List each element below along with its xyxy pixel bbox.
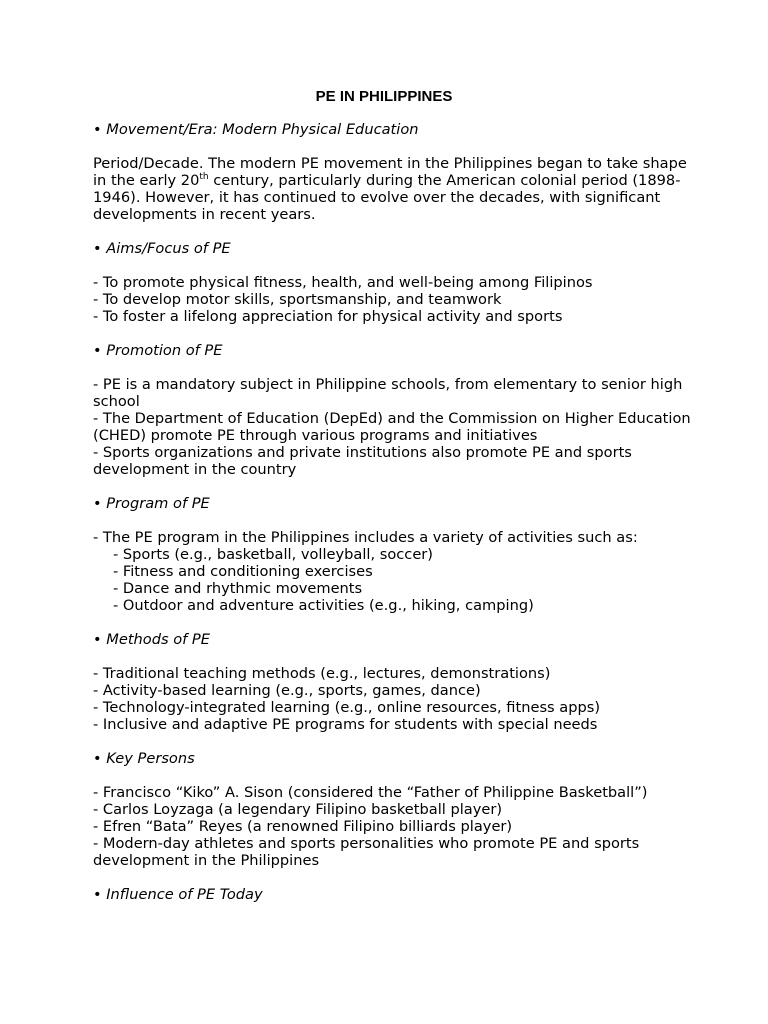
- section-heading-influence: • Influence of PE Today: [93, 886, 263, 903]
- list-item: - The Department of Education (DepEd) and the Commission on Higher Education (CHED) promote PE through various programs and initiatives: [93, 410, 691, 444]
- list-item: - Activity-based learning (e.g., sports, games, dance): [93, 682, 481, 699]
- section-heading-key-persons: • Key Persons: [93, 750, 195, 767]
- methods-list: [93, 665, 693, 733]
- promotion-list: [93, 376, 693, 478]
- era-text-start: Period/Decade. The modern PE movement in the Philippines began to take shape in the early 20: [93, 155, 687, 189]
- list-item: - To develop motor skills, sportsmanship, and teamwork: [93, 291, 502, 308]
- program-intro: - The PE program in the Philippines includes a variety of activities such as:: [93, 529, 638, 546]
- list-item: - Outdoor and adventure activities (e.g., hiking, camping): [113, 597, 534, 614]
- list-item: - Sports organizations and private institutions also promote PE and sports development in the country: [93, 444, 632, 478]
- list-item: - Francisco “Kiko” A. Sison (considered the “Father of Philippine Basketball”): [93, 784, 648, 801]
- section-heading-aims: • Aims/Focus of PE: [93, 240, 231, 257]
- ordinal-suffix: th: [199, 172, 209, 182]
- era-text-end: century, particularly during the American colonial period (1898-1946). However, it has continued to evolve over the decades, with significant developments in recent years.: [93, 172, 681, 223]
- era-paragraph: [93, 155, 693, 223]
- list-item: - Efren “Bata” Reyes (a renowned Filipino billiards player): [93, 818, 513, 835]
- section-heading-era: • Movement/Era: Modern Physical Education: [93, 121, 419, 138]
- document-title: PE IN PHILIPPINES: [315, 88, 453, 105]
- list-item: - Fitness and conditioning exercises: [113, 563, 373, 580]
- list-item: - PE is a mandatory subject in Philippine schools, from elementary to senior high school: [93, 376, 683, 410]
- list-item: - Carlos Loyzaga (a legendary Filipino basketball player): [93, 801, 503, 818]
- section-heading-methods: • Methods of PE: [93, 631, 210, 648]
- section-heading-promotion: • Promotion of PE: [93, 342, 223, 359]
- aims-list: [93, 274, 693, 325]
- section-heading-program: • Program of PE: [93, 495, 210, 512]
- list-item: - Technology-integrated learning (e.g., online resources, fitness apps): [93, 699, 601, 716]
- list-item: - Inclusive and adaptive PE programs for students with special needs: [93, 716, 598, 733]
- list-item: - Traditional teaching methods (e.g., lectures, demonstrations): [93, 665, 551, 682]
- list-item: - Modern-day athletes and sports personalities who promote PE and sports development in the Philippines: [93, 835, 640, 869]
- program-list: [93, 529, 693, 614]
- document-page: [93, 86, 693, 920]
- list-item: - To foster a lifelong appreciation for physical activity and sports: [93, 308, 563, 325]
- list-item: - Sports (e.g., basketball, volleyball, soccer): [113, 546, 433, 563]
- list-item: - To promote physical fitness, health, and well-being among Filipinos: [93, 274, 593, 291]
- list-item: - Dance and rhythmic movements: [113, 580, 363, 597]
- key-persons-list: [93, 784, 693, 869]
